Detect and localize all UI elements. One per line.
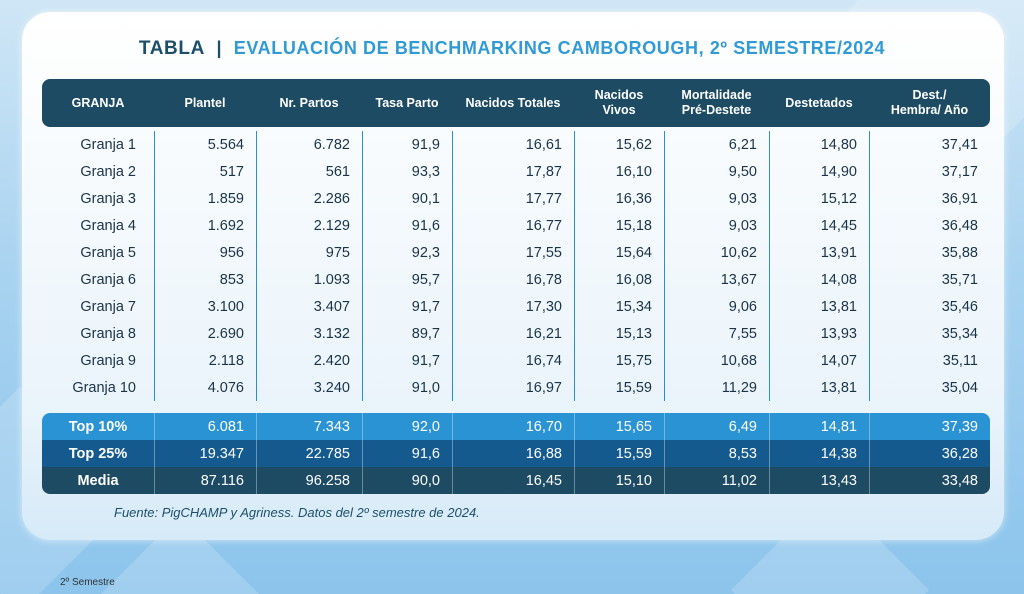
table-cell: 10,68 (664, 347, 769, 374)
table-cell: 13,67 (664, 266, 769, 293)
summary-cell: 22.785 (256, 440, 362, 467)
table-cell: 13,93 (769, 320, 869, 347)
table-row (42, 158, 990, 185)
column-header: Destetados (769, 79, 869, 127)
table-cell: 956 (154, 239, 256, 266)
summary-cell: 16,88 (452, 440, 574, 467)
table-cell: 15,13 (574, 320, 664, 347)
table-cell: 561 (256, 158, 362, 185)
table-cell: 37,41 (869, 131, 990, 158)
table-cell: 10,62 (664, 239, 769, 266)
summary-cell: 6.081 (154, 413, 256, 440)
table-cell: 14,90 (769, 158, 869, 185)
table-cell: 17,30 (452, 293, 574, 320)
summary-cell: 90,0 (362, 467, 452, 494)
table-cell: 2.129 (256, 212, 362, 239)
table-cell: 9,50 (664, 158, 769, 185)
column-header: GRANJA (42, 79, 154, 127)
summary-cell: 91,6 (362, 440, 452, 467)
table-cell: 5.564 (154, 131, 256, 158)
summary-cell: 16,70 (452, 413, 574, 440)
table-cell: 91,9 (362, 131, 452, 158)
column-header: Nacidos Totales (452, 79, 574, 127)
table-cell: 16,77 (452, 212, 574, 239)
table-cell: 3.407 (256, 293, 362, 320)
table-cell: 1.692 (154, 212, 256, 239)
farm-name-cell: Granja 9 (80, 352, 136, 369)
farm-name-cell: Granja 2 (80, 163, 136, 180)
title-prefix: TABLA (138, 38, 205, 59)
summary-body (42, 413, 990, 494)
summary-cell: 16,45 (452, 467, 574, 494)
column-header: Nacidos Vivos (574, 79, 664, 127)
table-cell: 9,03 (664, 212, 769, 239)
table-cell: 17,55 (452, 239, 574, 266)
table-cell: 92,3 (362, 239, 452, 266)
table-row (42, 293, 990, 320)
summary-cell: 14,38 (769, 440, 869, 467)
table-cell: 13,81 (769, 293, 869, 320)
table-cell: 6,21 (664, 131, 769, 158)
table-cell: 517 (154, 158, 256, 185)
table-cell: 16,74 (452, 347, 574, 374)
source-note: Fuente: PigCHAMP y Agriness. Datos del 2º semestre de 2024. (114, 505, 480, 520)
table-cell: 14,45 (769, 212, 869, 239)
table-row (42, 212, 990, 239)
table-cell: 11,29 (664, 374, 769, 401)
table-cell: 17,77 (452, 185, 574, 212)
farm-name-cell: Granja 3 (80, 190, 136, 207)
table-cell: 16,78 (452, 266, 574, 293)
table-cell: 15,59 (574, 374, 664, 401)
summary-label-cell: Top 25% (42, 440, 154, 467)
table-cell: 4.076 (154, 374, 256, 401)
table-row (42, 347, 990, 374)
table-cell: 95,7 (362, 266, 452, 293)
table-cell: 3.132 (256, 320, 362, 347)
summary-cell: 96.258 (256, 467, 362, 494)
table-cell: 37,17 (869, 158, 990, 185)
summary-cell: 14,81 (769, 413, 869, 440)
table-cell: 15,64 (574, 239, 664, 266)
page-title (0, 38, 1024, 60)
table-cell: 93,3 (362, 158, 452, 185)
table-cell: 35,88 (869, 239, 990, 266)
summary-cell: 36,28 (869, 440, 990, 467)
table-row (42, 131, 990, 158)
table-cell: 91,7 (362, 293, 452, 320)
table-cell: 35,46 (869, 293, 990, 320)
column-header: Plantel (154, 79, 256, 127)
table-cell: 90,1 (362, 185, 452, 212)
summary-cell: 87.116 (154, 467, 256, 494)
table-cell: 35,71 (869, 266, 990, 293)
table-cell: 36,91 (869, 185, 990, 212)
table-cell: 6.782 (256, 131, 362, 158)
summary-cell: 6,49 (664, 413, 769, 440)
table-cell: 3.100 (154, 293, 256, 320)
table-cell: 16,21 (452, 320, 574, 347)
farm-name-cell: Granja 1 (80, 136, 136, 153)
farm-name-cell: Granja 8 (80, 325, 136, 342)
table-cell: 1.859 (154, 185, 256, 212)
table-cell: 2.690 (154, 320, 256, 347)
table-cell: 975 (256, 239, 362, 266)
summary-cell: 92,0 (362, 413, 452, 440)
table-cell: 15,75 (574, 347, 664, 374)
column-header: Dest./ Hembra/ Año (869, 79, 990, 127)
summary-cell: 15,59 (574, 440, 664, 467)
table-cell: 16,10 (574, 158, 664, 185)
column-header: Nr. Partos (256, 79, 362, 127)
table-cell: 15,62 (574, 131, 664, 158)
summary-label-cell: Media (42, 467, 154, 494)
table-cell: 36,48 (869, 212, 990, 239)
table-cell: 7,55 (664, 320, 769, 347)
benchmark-table (42, 79, 990, 494)
title-main: EVALUACIÓN DE BENCHMARKING CAMBOROUGH, 2º SEMESTRE/2024 (233, 38, 886, 58)
table-cell: 35,04 (869, 374, 990, 401)
table-header-row (42, 79, 990, 127)
table-cell: 9,06 (664, 293, 769, 320)
summary-cell: 11,02 (664, 467, 769, 494)
table-cell: 91,0 (362, 374, 452, 401)
farm-name-cell: Granja 7 (80, 298, 136, 315)
table-cell: 2.420 (256, 347, 362, 374)
summary-cell: 8,53 (664, 440, 769, 467)
table-row (42, 239, 990, 266)
summary-cell: 15,65 (574, 413, 664, 440)
table-cell: 35,11 (869, 347, 990, 374)
table-cell: 2.286 (256, 185, 362, 212)
table-cell: 853 (154, 266, 256, 293)
table-cell: 15,34 (574, 293, 664, 320)
summary-cell: 19.347 (154, 440, 256, 467)
table-cell: 17,87 (452, 158, 574, 185)
summary-cell: 37,39 (869, 413, 990, 440)
table-cell: 16,97 (452, 374, 574, 401)
table-cell: 15,18 (574, 212, 664, 239)
table-cell: 16,36 (574, 185, 664, 212)
table-row (42, 185, 990, 212)
table-cell: 91,7 (362, 347, 452, 374)
table-cell: 14,08 (769, 266, 869, 293)
table-cell: 3.240 (256, 374, 362, 401)
table-cell: 1.093 (256, 266, 362, 293)
footer-label: 2º Semestre (60, 577, 115, 588)
summary-label-cell: Top 10% (42, 413, 154, 440)
table-row (42, 374, 990, 401)
farm-name-cell: Granja 5 (80, 244, 136, 261)
column-header: Mortalidade Pré-Destete (664, 79, 769, 127)
summary-row-media (42, 467, 990, 494)
table-body (42, 131, 990, 401)
farm-name-cell: Granja 6 (80, 271, 136, 288)
column-header: Tasa Parto (362, 79, 452, 127)
table-cell: 9,03 (664, 185, 769, 212)
summary-cell: 15,10 (574, 467, 664, 494)
table-cell: 91,6 (362, 212, 452, 239)
summary-cell: 13,43 (769, 467, 869, 494)
table-cell: 16,08 (574, 266, 664, 293)
summary-row-top10 (42, 413, 990, 440)
table-cell: 13,81 (769, 374, 869, 401)
title-separator: | (216, 38, 223, 58)
summary-cell: 7.343 (256, 413, 362, 440)
table-cell: 89,7 (362, 320, 452, 347)
farm-name-cell: Granja 10 (72, 379, 136, 396)
table-cell: 16,61 (452, 131, 574, 158)
table-cell: 2.118 (154, 347, 256, 374)
table-cell: 14,07 (769, 347, 869, 374)
table-cell: 14,80 (769, 131, 869, 158)
table-cell: 13,91 (769, 239, 869, 266)
table-row (42, 320, 990, 347)
table-cell: 15,12 (769, 185, 869, 212)
table-cell: 35,34 (869, 320, 990, 347)
summary-cell: 33,48 (869, 467, 990, 494)
table-row (42, 266, 990, 293)
farm-name-cell: Granja 4 (80, 217, 136, 234)
summary-row-top25 (42, 440, 990, 467)
